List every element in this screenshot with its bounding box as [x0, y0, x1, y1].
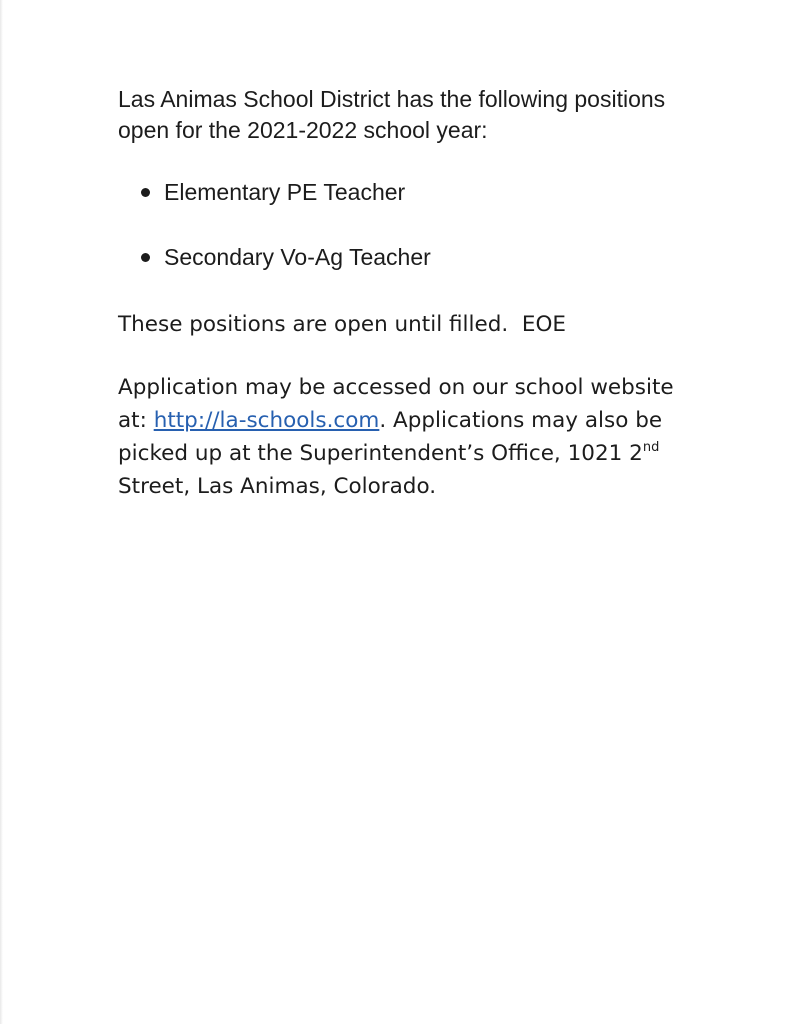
bullet-icon	[141, 253, 150, 262]
open-until-notice: These positions are open until filled. EOE	[118, 312, 566, 337]
scan-edge	[0, 0, 3, 1024]
positions-list	[118, 176, 718, 306]
position-title: Secondary Vo-Ag Teacher	[164, 244, 431, 270]
school-website-link[interactable]: http://la-schools.com	[153, 408, 380, 433]
application-after-link: . Applications may also be picked up at the Superintendent’s Office, 1021 2	[118, 408, 663, 466]
application-lead: Application may be accessed on our school website at:	[118, 375, 674, 433]
position-title: Elementary PE Teacher	[164, 179, 406, 205]
application-paragraph	[118, 371, 688, 503]
ordinal-superscript: nd	[642, 440, 660, 455]
intro-paragraph: Las Animas School District has the following positions open for the 2021-2022 school year:	[118, 86, 666, 143]
list-item	[118, 241, 718, 273]
list-item	[118, 176, 718, 208]
application-tail: Street, Las Animas, Colorado.	[118, 474, 437, 499]
bullet-icon	[141, 188, 150, 197]
